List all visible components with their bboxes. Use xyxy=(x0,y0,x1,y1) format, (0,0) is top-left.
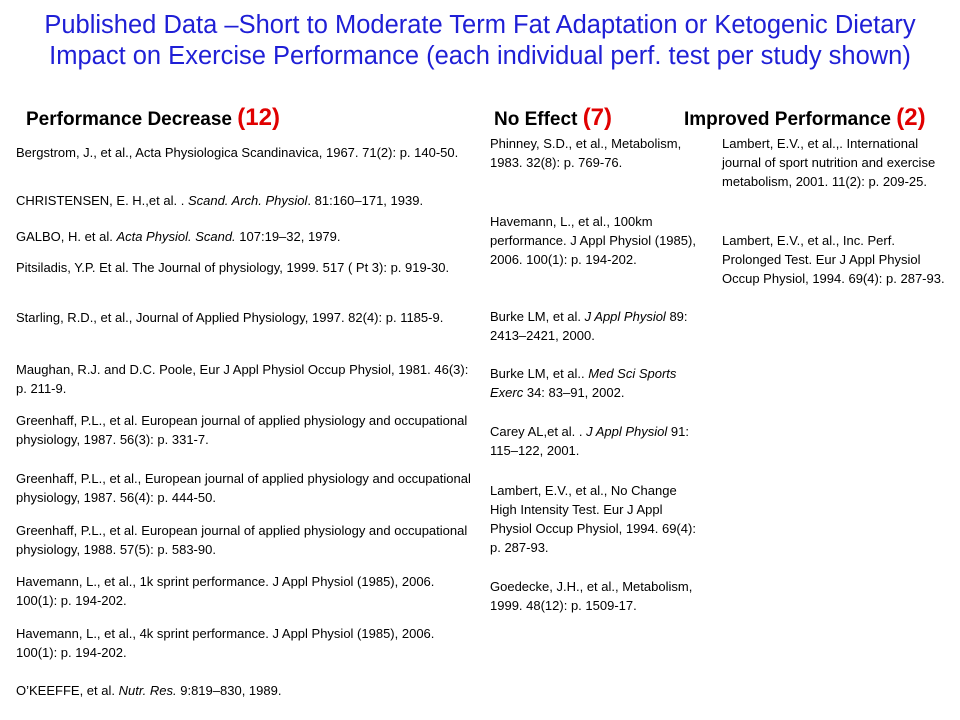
improved-heading-label: Improved Performance xyxy=(684,109,891,130)
reference-item: Maughan, R.J. and D.C. Poole, Eur J Appl Physiol Occup Physiol, 1981. 46(3): p. 211-9. xyxy=(16,362,469,396)
reference-journal: Acta Physiol. Scand. xyxy=(116,229,236,244)
reference-item: Starling, R.D., et al., Journal of Applied Physiology, 1997. 82(4): p. 1185-9. xyxy=(16,310,444,325)
reference-item xyxy=(16,191,472,210)
reference-item: Phinney, S.D., et al., Metabolism, 1983. 32(8): p. 769-76. xyxy=(490,136,682,170)
reference-item xyxy=(490,307,700,345)
reference-authors: Burke LM, et al.. xyxy=(490,366,589,381)
reference-details: 9:819–830, 1989. xyxy=(176,683,282,698)
decrease-count: (12) xyxy=(237,104,280,131)
reference-details: 89: 2413–2421, 2000. xyxy=(490,309,688,343)
reference-item: Greenhaff, P.L., et al. European journal of applied physiology and occupational physiology, 1988. 57(5): p. 583-90. xyxy=(16,523,468,557)
reference-journal: Scand. Arch. Physiol xyxy=(187,193,308,208)
reference-item: Havemann, L., et al., 100km performance. J Appl Physiol (1985), 2006. 100(1): p. 194-202. xyxy=(490,214,696,267)
reference-authors: GALBO, H. et al. xyxy=(16,229,117,244)
reference-item: Pitsiladis, Y.P. Et al. The Journal of physiology, 1999. 517 ( Pt 3): p. 919-30. xyxy=(16,260,450,275)
improved-count: (2) xyxy=(896,104,926,131)
decrease-heading-label: Performance Decrease xyxy=(26,109,232,130)
reference-journal: J Appl Physiol xyxy=(584,309,666,324)
reference-item: Goedecke, J.H., et al., Metabolism, 1999. 48(12): p. 1509-17. xyxy=(490,579,693,613)
no-effect-heading xyxy=(494,103,612,135)
reference-authors: O’KEEFFE, et al. xyxy=(16,683,119,698)
title-line-1: Published Data –Short to Moderate Term Fat Adaptation or Ketogenic Dietary xyxy=(44,11,916,39)
improved-heading xyxy=(684,103,926,135)
reference-item xyxy=(490,364,700,402)
reference-journal: Med Sci Sports Exerc xyxy=(490,366,677,400)
reference-item: Greenhaff, P.L., et al. European journal of applied physiology and occupational physiology, 1987. 56(3): p. 331-7. xyxy=(16,413,468,447)
title-line-2: Impact on Exercise Performance (each individual perf. test per study shown) xyxy=(49,42,911,70)
reference-item: Greenhaff, P.L., et al., European journal of applied physiology and occupational physiology, 1987. 56(4): p. 444-50. xyxy=(16,471,471,505)
no-effect-count: (7) xyxy=(582,104,613,131)
reference-item: Bergstrom, J., et al., Acta Physiologica Scandinavica, 1967. 71(2): p. 140-50. xyxy=(16,145,459,160)
reference-details: . 81:160–171, 1939. xyxy=(307,193,424,208)
reference-item: Havemann, L., et al., 1k sprint performance. J Appl Physiol (1985), 2006. 100(1): p. 194-202. xyxy=(16,574,435,608)
reference-journal: J Appl Physiol xyxy=(586,424,668,439)
reference-details: 107:19–32, 1979. xyxy=(235,229,341,244)
reference-item xyxy=(16,681,472,700)
reference-authors: Carey AL,et al. . xyxy=(490,424,587,439)
reference-item: Lambert, E.V., et al., Inc. Perf. Prolonged Test. Eur J Appl Physiol Occup Physiol, 1994. 69(4): p. 287-93. xyxy=(722,233,945,286)
reference-journal: Nutr. Res. xyxy=(118,683,177,698)
reference-item: Lambert, E.V., et al., No Change High Intensity Test. Eur J Appl Physiol Occup Physiol, 1994. 69(4): p. 287-93. xyxy=(490,483,696,555)
decrease-heading xyxy=(26,103,280,135)
reference-item: Lambert, E.V., et al.,. International journal of sport nutrition and exercise metabolism, 2001. 11(2): p. 209-25. xyxy=(722,136,936,189)
reference-details: 34: 83–91, 2002. xyxy=(523,385,625,400)
slide-title xyxy=(0,10,960,72)
reference-details: 91: 115–122, 2001. xyxy=(490,424,689,458)
reference-item xyxy=(490,422,700,460)
reference-authors: CHRISTENSEN, E. H.,et al. . xyxy=(16,193,188,208)
no-effect-heading-label: No Effect xyxy=(494,109,578,130)
reference-authors: Burke LM, et al. xyxy=(490,309,585,324)
reference-item: Havemann, L., et al., 4k sprint performance. J Appl Physiol (1985), 2006. 100(1): p. 194-202. xyxy=(16,626,435,660)
reference-item xyxy=(16,227,472,246)
